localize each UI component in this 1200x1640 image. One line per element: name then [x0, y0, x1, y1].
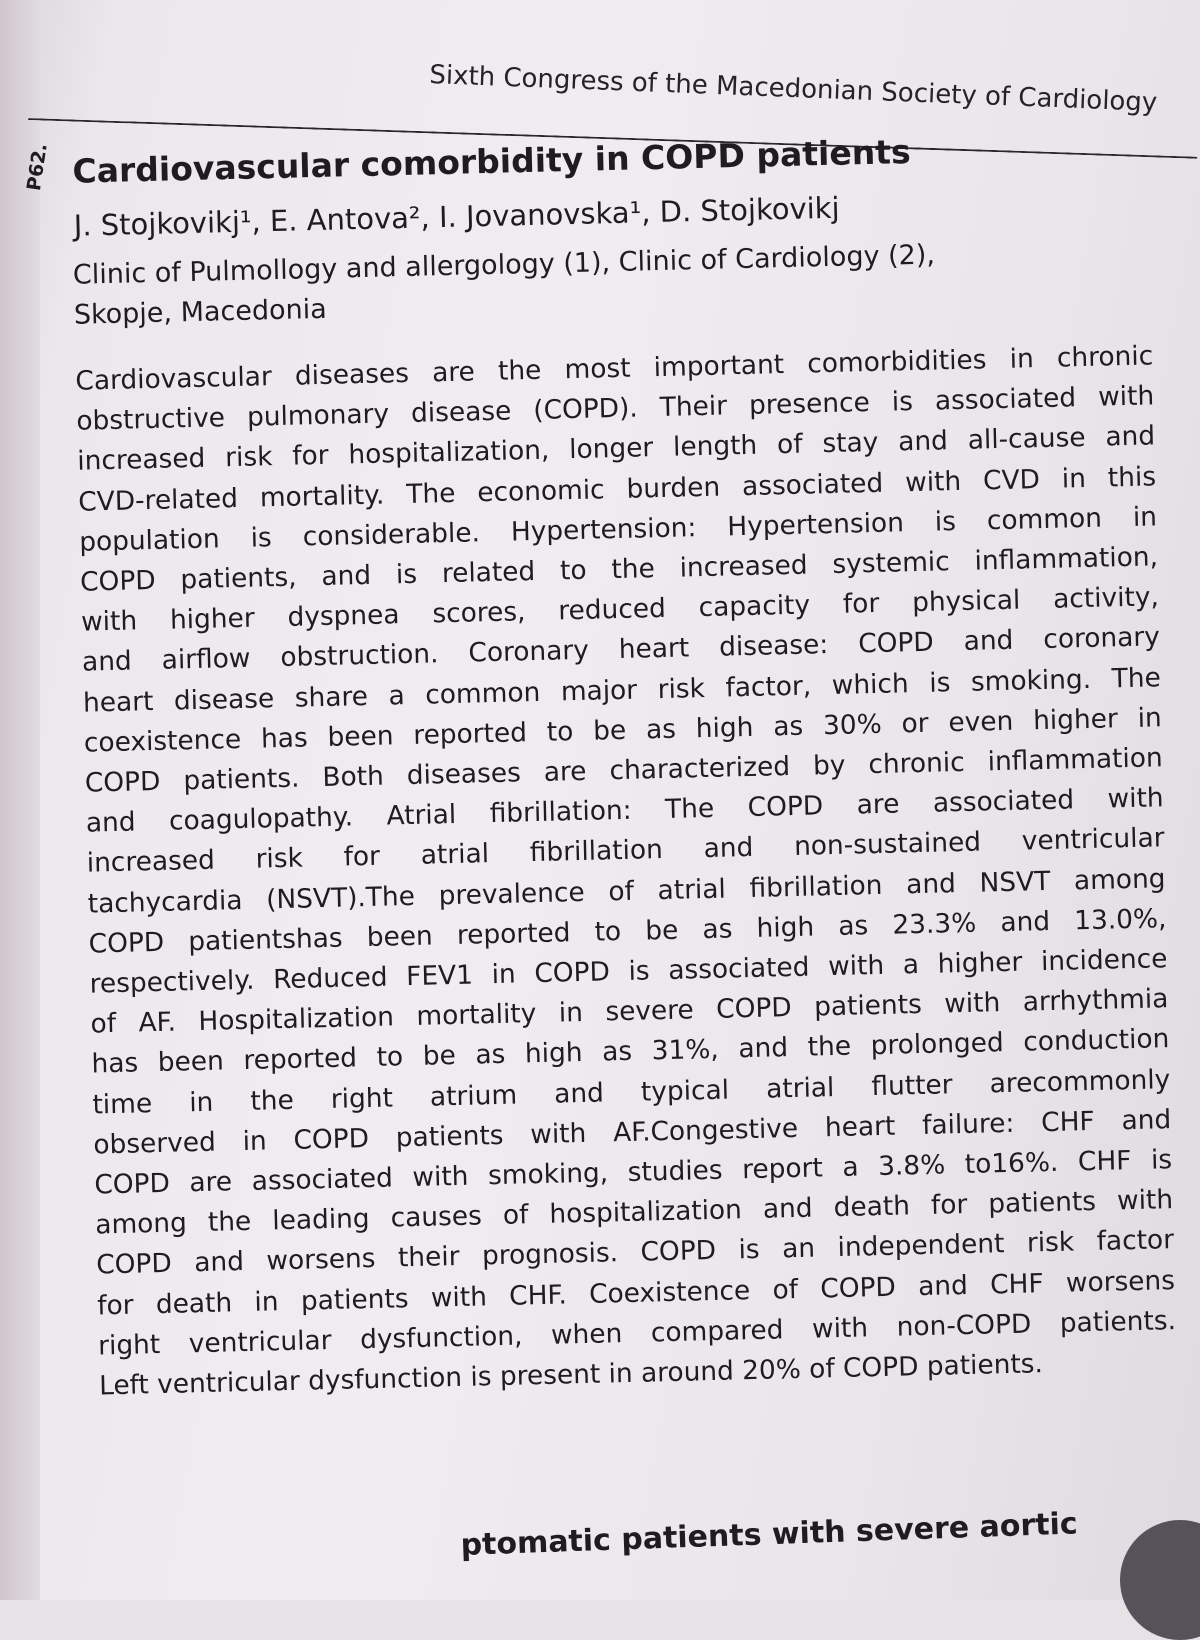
body-line: and coagulopathy. Atrial fibrillation: The COPD are associated with	[85, 782, 1164, 839]
body-line: coexistence has been reported to be as high as 30% or even higher in	[83, 702, 1163, 759]
affiliation-line: Skopje, Macedonia	[73, 293, 328, 331]
body-line: increased risk for atrial fibrillation and non-sustained ventricular	[86, 822, 1165, 880]
body-line: Left ventricular dysfunction is present in around 20% of COPD patients.	[98, 1348, 1044, 1402]
body-line: among the leading causes of hospitalization and death for patients with	[94, 1184, 1174, 1241]
body-line: COPD are associated with smoking, studies report a 3.8% to16%. CHF is	[94, 1144, 1173, 1201]
body-line: for death in patients with CHF. Coexistence of COPD and CHF worsens	[96, 1264, 1176, 1322]
body-line: Cardiovascular diseases are the most important comorbidities in chronic	[75, 340, 1154, 397]
body-line: and airflow obstruction. Coronary heart disease: COPD and coronary	[81, 621, 1161, 679]
next-abstract-fragment: ptomatic patients with severe aortic	[460, 1506, 1079, 1563]
body-line: increased risk for hospitalization, longer length of stay and all-cause and	[76, 420, 1156, 478]
body-line: COPD and worsens their prognosis. COPD is an independent risk factor	[95, 1224, 1175, 1281]
body-line: observed in COPD patients with AF.Congestive heart failure: CHF and	[93, 1104, 1172, 1161]
abstract-number: P62.	[22, 141, 52, 193]
abstract	[22, 124, 1181, 1407]
body-line: heart disease share a common major risk factor, which is smoking. The	[82, 661, 1162, 719]
body-line: COPD patientshas been reported to be as high as 23.3% and 13.0%,	[88, 903, 1167, 960]
abstract-authors: J. Stojkovikj¹, E. Antova², I. Jovanovska¹, D. Stojkovikj	[73, 190, 840, 243]
body-line: has been reported to be as high as 31%, and the prolonged conduction	[91, 1023, 1170, 1081]
body-line: with higher dyspnea scores, reduced capacity for physical activity,	[80, 581, 1160, 638]
abstract-body	[75, 336, 1177, 1406]
body-line: COPD patients, and is related to the increased systemic inflammation,	[79, 541, 1159, 598]
body-line: right ventricular dysfunction, when compared with non-COPD patients.	[97, 1304, 1177, 1362]
body-line: population is considerable. Hypertension: Hypertension is common in	[78, 501, 1158, 558]
body-line: CVD-related mortality. The economic burden associated with CVD in this	[77, 460, 1157, 518]
body-line: tachycardia (NSVT).The prevalence of atrial fibrillation and NSVT among	[87, 862, 1166, 920]
abstract-affiliation	[72, 230, 1156, 335]
body-line: COPD patients. Both diseases are characterized by chronic inflammation	[84, 742, 1163, 799]
body-line: time in the right atrium and typical atrial flutter arecommonly	[92, 1063, 1171, 1121]
running-header: Sixth Congress of the Macedonian Society of Cardiology	[428, 60, 1158, 118]
body-line: obstructive pulmonary disease (COPD). Their presence is associated with	[76, 380, 1155, 437]
page-corner-shadow	[1120, 1520, 1200, 1640]
affiliation-line: Clinic of Pulmollogy and allergology (1), Clinic of Cardiology (2),	[72, 239, 936, 291]
abstract-title: Cardiovascular comorbidity in COPD patients	[72, 132, 912, 191]
book-spine-shadow	[0, 0, 40, 1600]
body-line: of AF. Hospitalization mortality in severe COPD patients with arrhythmia	[90, 983, 1169, 1040]
body-line: respectively. Reduced FEV1 in COPD is associated with a higher incidence	[89, 943, 1168, 1000]
